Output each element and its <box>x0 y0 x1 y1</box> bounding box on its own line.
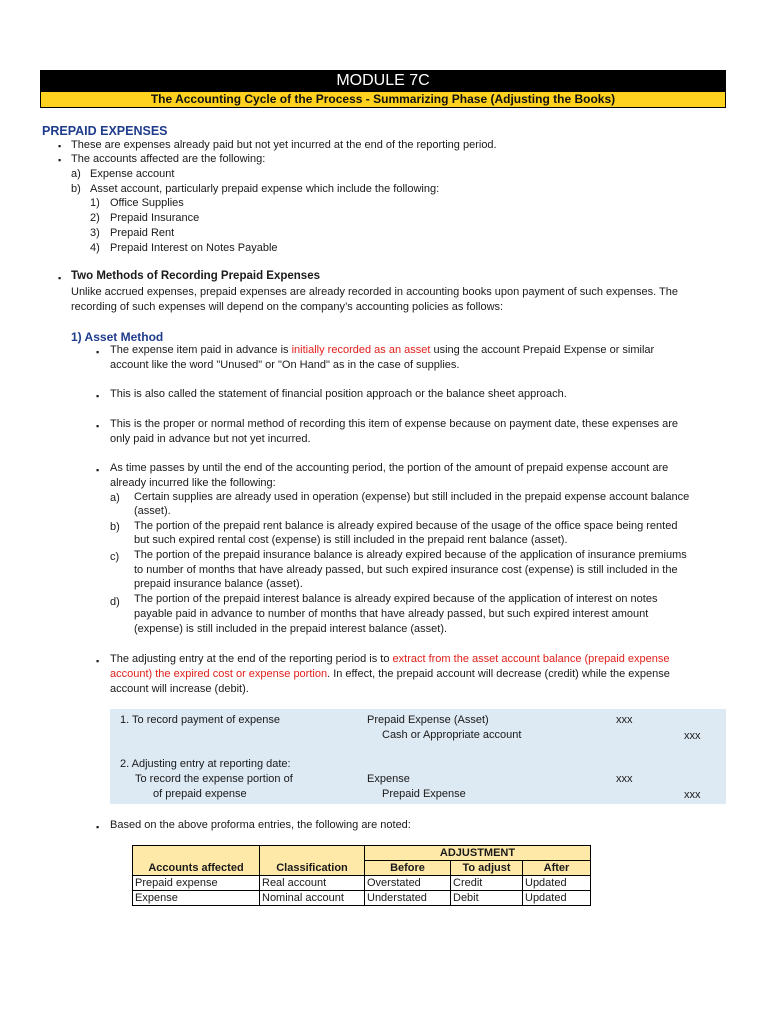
asset-p3-line-1: This is the proper or normal method of recording this item of expense because on payment date, these expenses are <box>110 418 679 430</box>
list-item-text: Prepaid Insurance <box>110 212 200 224</box>
letter-c-line-3: prepaid insurance balance (asset). <box>134 578 303 590</box>
entry-1-debit: Prepaid Expense (Asset) <box>367 714 489 726</box>
list-item-text: Office Supplies <box>110 197 184 209</box>
highlight-text: extract from the asset account balance (prepaid expense <box>392 653 670 665</box>
header-to-adjust: To adjust <box>451 861 523 876</box>
table-cell: Updated <box>523 891 591 906</box>
table-cell: Credit <box>451 876 523 891</box>
asset-method-title: 1) Asset Method <box>71 330 164 344</box>
letter-b-line-2: but such expired rental cost (expense) is still included in the prepaid rent balance (asset). <box>134 534 568 546</box>
module-title: MODULE 7C <box>40 70 726 91</box>
entry-1-credit: Cash or Appropriate account <box>382 729 522 741</box>
asset-p2: This is also called the statement of financial position approach or the balance sheet approach. <box>110 388 567 400</box>
letter-b: b) <box>110 521 120 533</box>
section-title-prepaid: PREPAID EXPENSES <box>42 124 168 138</box>
letter-c-line-2: to number of months that have already passed, but such expired insurance cost (expense) is still included in the <box>134 564 678 576</box>
sub-text-a: Expense account <box>90 168 175 180</box>
list-item-text: Prepaid Interest on Notes Payable <box>110 242 278 254</box>
table-cell: Real account <box>260 876 365 891</box>
letter-a: a) <box>110 492 120 504</box>
table-row <box>133 891 591 906</box>
bullet-icon: ▪ <box>96 391 100 401</box>
sub-text-b: Asset account, particularly prepaid expense which include the following: <box>90 183 440 195</box>
table-cell: Debit <box>451 891 523 906</box>
asset-p5-line-2: account) the expired cost or expense portion. In effect, the prepaid account will decrease (credit) while the expense <box>110 668 670 680</box>
header-classification: Classification <box>260 846 365 876</box>
letter-a-line-2: (asset). <box>134 505 171 517</box>
bullet-icon: ▪ <box>96 656 100 666</box>
header-accounts-affected: Accounts affected <box>133 846 260 876</box>
sub-letter-b: b) <box>71 183 81 195</box>
list-item-num: 1) <box>90 197 100 209</box>
entry-2-label-1: 2. Adjusting entry at reporting date: <box>120 758 291 770</box>
letter-a-line-1: Certain supplies are already used in operation (expense) but still included in the prepaid expense account balance <box>134 491 690 503</box>
entry-2-label-3: of prepaid expense <box>153 788 247 800</box>
bullet-icon: ▪ <box>58 273 62 283</box>
table-cell: Expense <box>133 891 260 906</box>
table-cell: Prepaid expense <box>133 876 260 891</box>
asset-p4-line-1: As time passes by until the end of the accounting period, the portion of the amount of prepaid expense account are <box>110 462 669 474</box>
asset-p3-line-2: only paid in advance but not yet incurred. <box>110 433 311 445</box>
asset-p5-line-3: account will increase (debit). <box>110 683 249 695</box>
letter-d: d) <box>110 596 120 608</box>
letter-c-line-1: The portion of the prepaid insurance balance is already expired because of the application of insurance premiums <box>134 549 687 561</box>
table-cell: Overstated <box>365 876 451 891</box>
methods-intro-line-2: recording of such expenses will depend on the company’s accounting policies as follows: <box>71 301 504 313</box>
entry-2-debit-amount: xxx <box>616 773 633 785</box>
bullet-icon: ▪ <box>96 465 100 475</box>
list-item-num: 2) <box>90 212 100 224</box>
table-row <box>133 876 591 891</box>
sub-letter-a: a) <box>71 168 81 180</box>
entry-1-debit-amount: xxx <box>616 714 633 726</box>
list-item-text: Prepaid Rent <box>110 227 175 239</box>
letter-c: c) <box>110 551 120 563</box>
header-after: After <box>523 861 591 876</box>
bullet-icon: ▪ <box>96 822 100 832</box>
entry-1-credit-amount: xxx <box>684 730 701 742</box>
asset-p1-line-2: account like the word "Unused" or "On Hand" as in the case of supplies. <box>110 359 460 371</box>
entry-2-label-2: To record the expense portion of <box>135 773 293 785</box>
notes-text: Based on the above proforma entries, the following are noted: <box>110 819 411 831</box>
letter-d-line-1: The portion of the prepaid interest balance is already expired because of the application of interest on notes <box>134 593 658 605</box>
list-item-num: 3) <box>90 227 100 239</box>
bullet-icon: ▪ <box>96 421 100 431</box>
highlight-text: initially recorded as an asset <box>291 344 431 356</box>
asset-p1-line-1: The expense item paid in advance is initially recorded as an asset using the account Prepaid Expense or similar <box>110 344 655 356</box>
asset-p4-line-2: already incurred like the following: <box>110 477 276 489</box>
entry-2-debit: Expense <box>367 773 410 785</box>
table-cell: Updated <box>523 876 591 891</box>
letter-d-line-2: payable paid in advance to number of months that have already passed, but such expired interest amount <box>134 608 649 620</box>
prepaid-bullet-1: These are expenses already paid but not yet incurred at the end of the reporting period. <box>71 139 497 151</box>
header-before: Before <box>365 861 451 876</box>
list-item-num: 4) <box>90 242 100 254</box>
table-header-row <box>133 846 591 861</box>
methods-intro-line-1: Unlike accrued expenses, prepaid expenses are already recorded in accounting books upon payment of such expenses. The <box>71 286 679 298</box>
letter-d-line-3: (expense) is still included in the prepaid interest balance (asset). <box>134 623 448 635</box>
prepaid-bullet-2: The accounts affected are the following: <box>71 153 266 165</box>
header-adjustment: ADJUSTMENT <box>365 846 591 861</box>
module-subtitle: The Accounting Cycle of the Process - Summarizing Phase (Adjusting the Books) <box>40 91 726 108</box>
letter-b-line-1: The portion of the prepaid rent balance is already expired because of the usage of the office space being rented <box>134 520 678 532</box>
adjustment-table <box>132 845 591 906</box>
methods-title: Two Methods of Recording Prepaid Expenses <box>71 270 320 282</box>
asset-p5-line-1: The adjusting entry at the end of the reporting period is to extract from the asset account balance (prepaid expense <box>110 653 670 665</box>
highlight-text: account) the expired cost or expense portion <box>110 668 328 680</box>
entry-2-credit-amount: xxx <box>684 789 701 801</box>
table-cell: Nominal account <box>260 891 365 906</box>
entry-1-label: 1. To record payment of expense <box>120 714 281 726</box>
table-cell: Understated <box>365 891 451 906</box>
entry-2-credit: Prepaid Expense <box>382 788 466 800</box>
bullet-icon: ▪ <box>96 347 100 357</box>
bullet-icon: ▪ <box>58 155 62 165</box>
bullet-icon: ▪ <box>58 141 62 151</box>
